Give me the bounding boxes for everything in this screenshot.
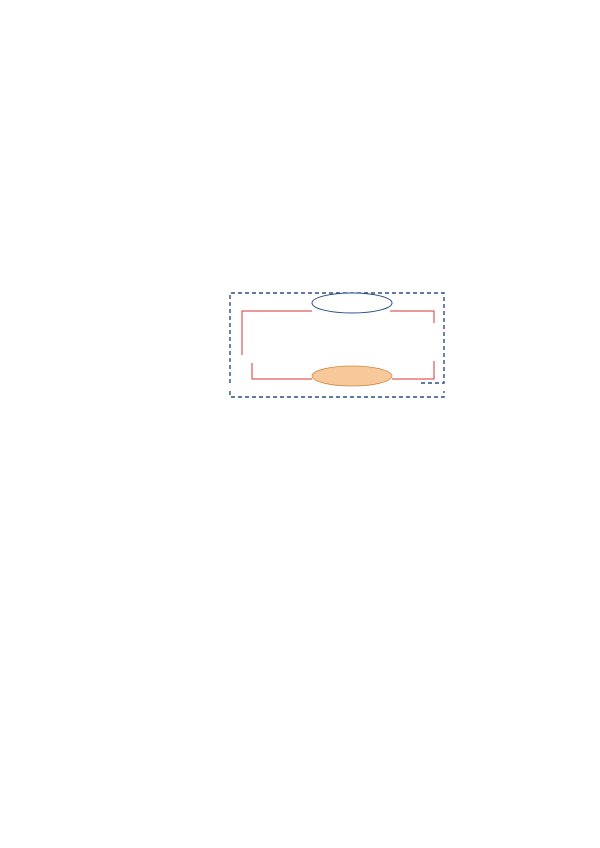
money-flow-bottom (230, 391, 444, 397)
factor-market-ellipse (312, 293, 392, 313)
circular-flow-diagram (212, 283, 472, 415)
real-flow-right-top (390, 311, 434, 323)
real-flow-left-top (242, 311, 312, 355)
real-flow-left-bottom (252, 363, 312, 379)
goods-market-ellipse (312, 366, 392, 386)
real-flow-right-bottom (392, 361, 434, 379)
